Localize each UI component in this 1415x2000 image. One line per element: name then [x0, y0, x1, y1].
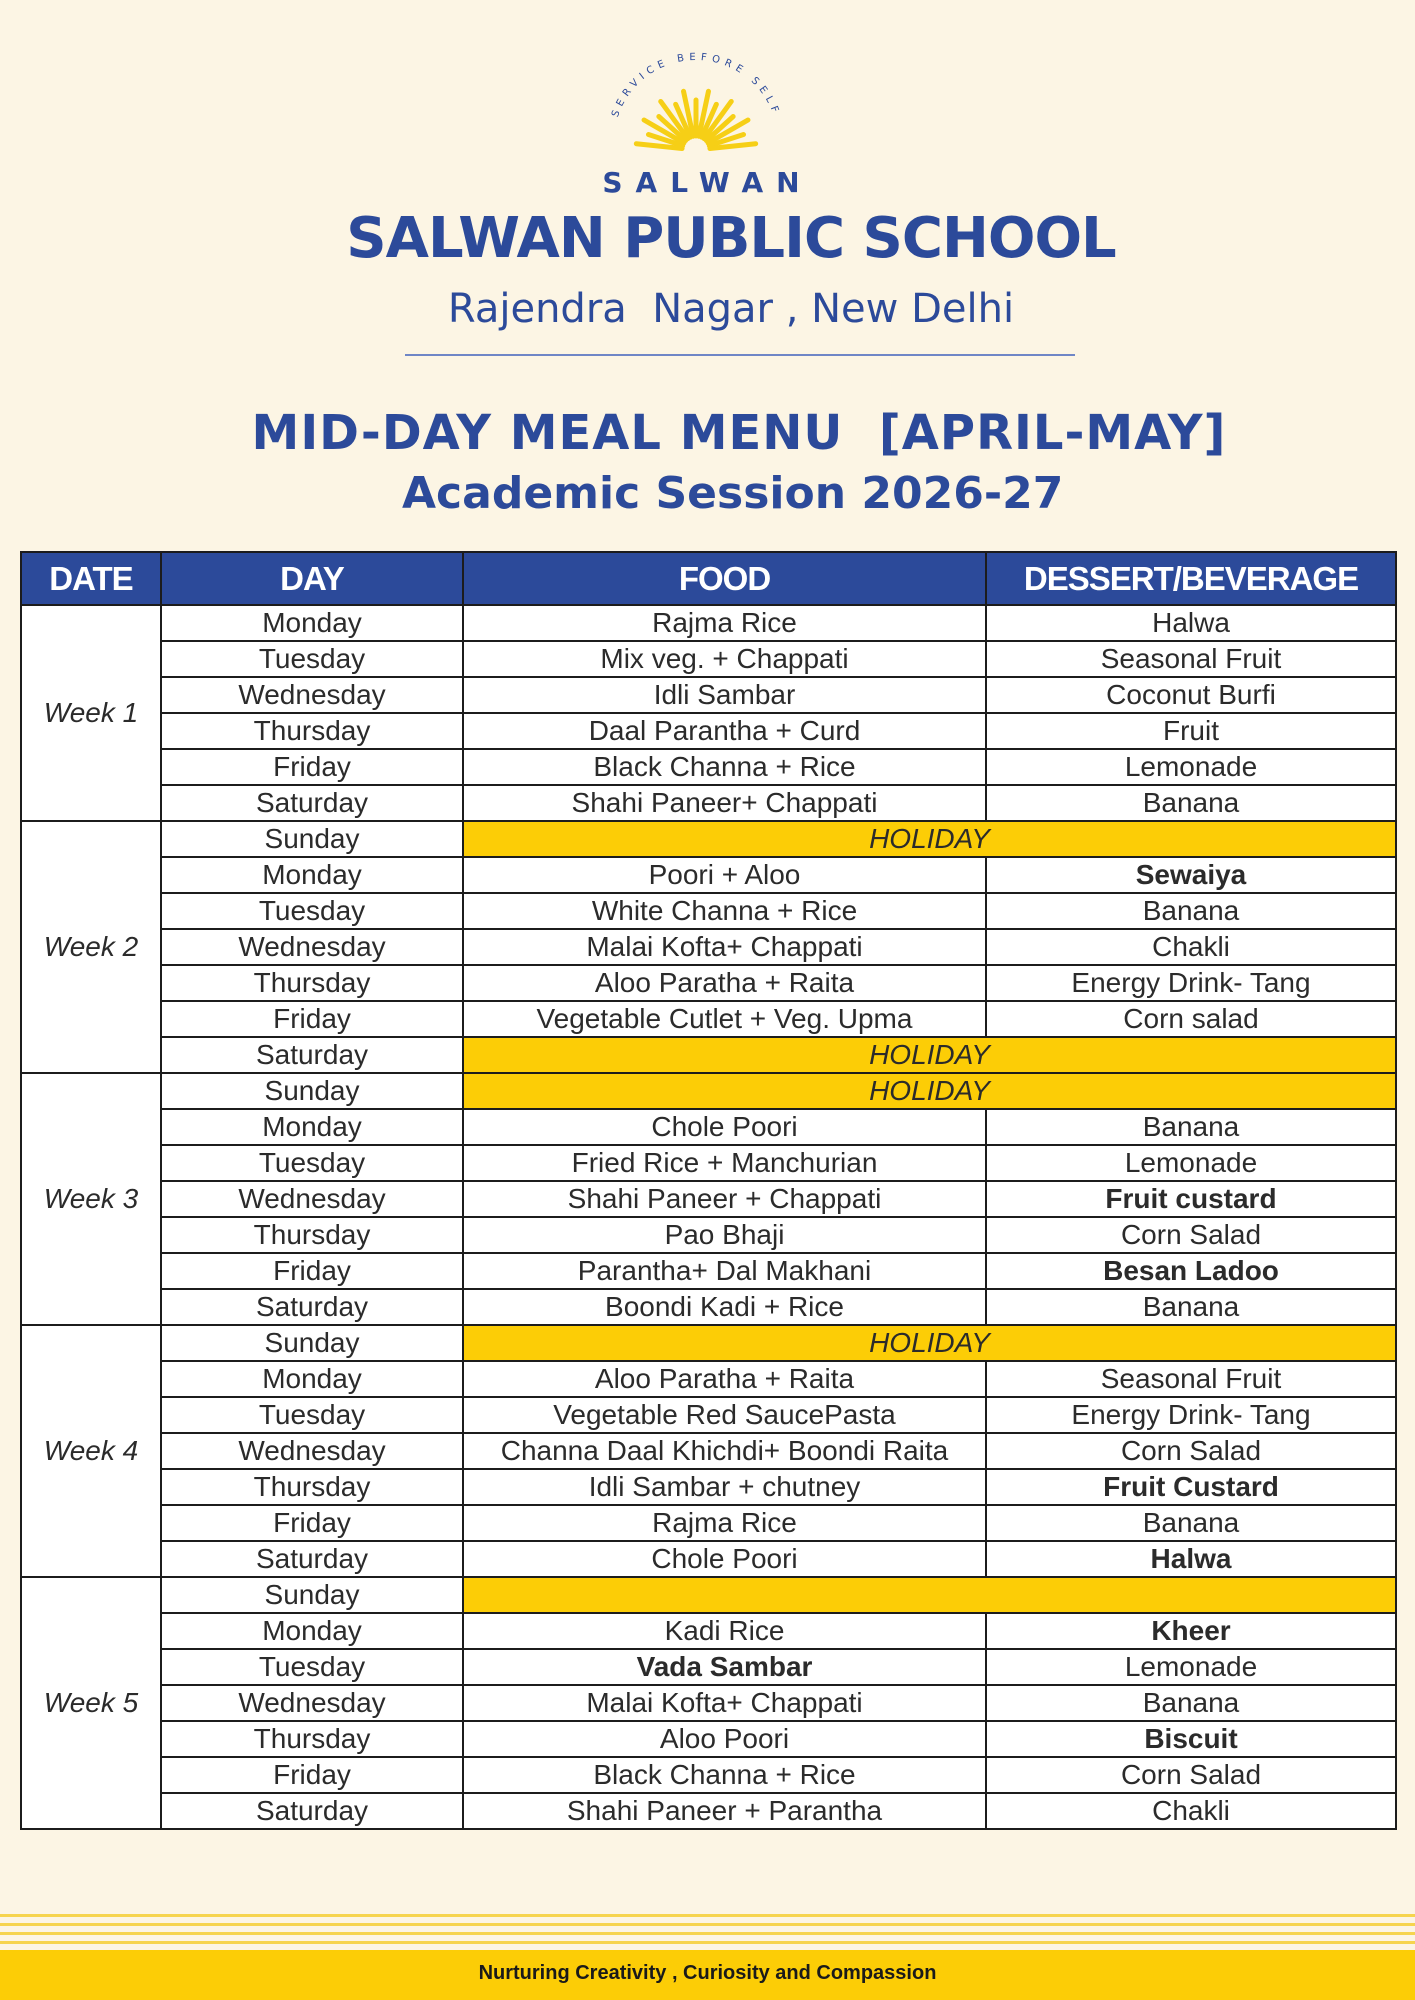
day-cell: Wednesday — [161, 677, 463, 713]
day-cell: Saturday — [161, 1289, 463, 1325]
food-cell: Shahi Paneer + Chappati — [463, 1181, 986, 1217]
table-row — [21, 1757, 1396, 1793]
day-cell: Wednesday — [161, 1433, 463, 1469]
day-cell: Monday — [161, 605, 463, 641]
dessert-cell: Seasonal Fruit — [986, 641, 1396, 677]
week-label: Week 1 — [21, 605, 161, 821]
week-label: Week 3 — [21, 1073, 161, 1325]
header-divider — [405, 354, 1075, 356]
dessert-cell: Banana — [986, 785, 1396, 821]
day-cell: Sunday — [161, 821, 463, 857]
table-row — [21, 821, 1396, 857]
dessert-cell: Banana — [986, 893, 1396, 929]
dessert-cell: Fruit — [986, 713, 1396, 749]
day-cell: Thursday — [161, 713, 463, 749]
table-row — [21, 1613, 1396, 1649]
table-row — [21, 677, 1396, 713]
table-row — [21, 1181, 1396, 1217]
meal-menu-table — [20, 551, 1397, 1830]
holiday-cell: HOLIDAY — [463, 1073, 1396, 1109]
column-header-dessert: DESSERT/BEVERAGE — [986, 552, 1396, 605]
column-header-day: DAY — [161, 552, 463, 605]
holiday-cell: HOLIDAY — [463, 1037, 1396, 1073]
food-cell: Aloo Paratha + Raita — [463, 1361, 986, 1397]
footer-tagline: Nurturing Creativity , Curiosity and Compassion — [0, 1950, 1415, 2000]
table-row — [21, 929, 1396, 965]
table-row — [21, 1109, 1396, 1145]
day-cell: Saturday — [161, 1541, 463, 1577]
table-row — [21, 1001, 1396, 1037]
dessert-cell: Lemonade — [986, 1145, 1396, 1181]
footer-stripe — [0, 1914, 1415, 1917]
dessert-cell: Seasonal Fruit — [986, 1361, 1396, 1397]
table-row — [21, 1433, 1396, 1469]
food-cell: Shahi Paneer + Parantha — [463, 1793, 986, 1829]
table-row — [21, 749, 1396, 785]
food-cell: Vada Sambar — [463, 1649, 986, 1685]
day-cell: Monday — [161, 1361, 463, 1397]
table-row — [21, 1721, 1396, 1757]
footer-stripe — [0, 1941, 1415, 1944]
food-cell: Aloo Paratha + Raita — [463, 965, 986, 1001]
column-header-date: DATE — [21, 552, 161, 605]
column-header-food: FOOD — [463, 552, 986, 605]
day-cell: Thursday — [161, 1721, 463, 1757]
table-row — [21, 1397, 1396, 1433]
dessert-cell: Corn Salad — [986, 1433, 1396, 1469]
food-cell: Mix veg. + Chappati — [463, 641, 986, 677]
day-cell: Saturday — [161, 1037, 463, 1073]
table-row — [21, 1505, 1396, 1541]
day-cell: Sunday — [161, 1073, 463, 1109]
food-cell: Parantha+ Dal Makhani — [463, 1253, 986, 1289]
food-cell: Malai Kofta+ Chappati — [463, 929, 986, 965]
food-cell: Kadi Rice — [463, 1613, 986, 1649]
dessert-cell: Banana — [986, 1505, 1396, 1541]
table-row — [21, 1289, 1396, 1325]
food-cell: Boondi Kadi + Rice — [463, 1289, 986, 1325]
table-row — [21, 1577, 1396, 1613]
day-cell: Friday — [161, 1505, 463, 1541]
dessert-cell: Coconut Burfi — [986, 677, 1396, 713]
table-row — [21, 605, 1396, 641]
menu-title: MID-DAY MEAL MENU [APRIL-MAY] — [251, 405, 1227, 461]
day-cell: Friday — [161, 1001, 463, 1037]
table-header-row — [21, 552, 1396, 605]
day-cell: Saturday — [161, 1793, 463, 1829]
food-cell: Channa Daal Khichdi+ Boondi Raita — [463, 1433, 986, 1469]
food-cell: Rajma Rice — [463, 605, 986, 641]
logo-motto: SERVICE BEFORE SELF — [610, 51, 782, 119]
day-cell: Monday — [161, 1613, 463, 1649]
day-cell: Tuesday — [161, 1145, 463, 1181]
brand-wordmark: SALWAN — [602, 166, 813, 199]
day-cell: Friday — [161, 749, 463, 785]
food-cell: Black Channa + Rice — [463, 1757, 986, 1793]
dessert-cell: Banana — [986, 1685, 1396, 1721]
table-row — [21, 1685, 1396, 1721]
food-cell: Malai Kofta+ Chappati — [463, 1685, 986, 1721]
day-cell: Thursday — [161, 1217, 463, 1253]
dessert-cell: Halwa — [986, 605, 1396, 641]
school-name: SALWAN PUBLIC SCHOOL — [346, 206, 1116, 271]
day-cell: Friday — [161, 1757, 463, 1793]
food-cell: Fried Rice + Manchurian — [463, 1145, 986, 1181]
dessert-cell: Fruit Custard — [986, 1469, 1396, 1505]
day-cell: Wednesday — [161, 1685, 463, 1721]
day-cell: Monday — [161, 1109, 463, 1145]
dessert-cell: Besan Ladoo — [986, 1253, 1396, 1289]
table-row — [21, 1037, 1396, 1073]
table-body — [21, 605, 1396, 1829]
food-cell: Black Channa + Rice — [463, 749, 986, 785]
food-cell: Pao Bhaji — [463, 1217, 986, 1253]
dessert-cell: Banana — [986, 1289, 1396, 1325]
dessert-cell: Halwa — [986, 1541, 1396, 1577]
dessert-cell: Lemonade — [986, 749, 1396, 785]
table-row — [21, 1253, 1396, 1289]
day-cell: Sunday — [161, 1325, 463, 1361]
week-label: Week 2 — [21, 821, 161, 1073]
dessert-cell: Corn salad — [986, 1001, 1396, 1037]
day-cell: Thursday — [161, 1469, 463, 1505]
day-cell: Tuesday — [161, 893, 463, 929]
table-row — [21, 1145, 1396, 1181]
food-cell: Poori + Aloo — [463, 857, 986, 893]
table-row — [21, 1217, 1396, 1253]
food-cell: White Channa + Rice — [463, 893, 986, 929]
dessert-cell: Chakli — [986, 929, 1396, 965]
dessert-cell: Corn Salad — [986, 1757, 1396, 1793]
table-row — [21, 785, 1396, 821]
table-row — [21, 965, 1396, 1001]
day-cell: Wednesday — [161, 1181, 463, 1217]
day-cell: Saturday — [161, 785, 463, 821]
table-row — [21, 1469, 1396, 1505]
day-cell: Tuesday — [161, 1649, 463, 1685]
dessert-cell: Fruit custard — [986, 1181, 1396, 1217]
day-cell: Friday — [161, 1253, 463, 1289]
school-address: Rajendra Nagar , New Delhi — [447, 286, 1015, 332]
day-cell: Tuesday — [161, 641, 463, 677]
table-row — [21, 1541, 1396, 1577]
food-cell: Vegetable Red SaucePasta — [463, 1397, 986, 1433]
food-cell: Vegetable Cutlet + Veg. Upma — [463, 1001, 986, 1037]
table-row — [21, 713, 1396, 749]
table-row — [21, 1649, 1396, 1685]
day-cell: Sunday — [161, 1577, 463, 1613]
table-row — [21, 1361, 1396, 1397]
table-row — [21, 641, 1396, 677]
day-cell: Tuesday — [161, 1397, 463, 1433]
dessert-cell: Sewaiya — [986, 857, 1396, 893]
food-cell: Idli Sambar — [463, 677, 986, 713]
day-cell: Monday — [161, 857, 463, 893]
table-row — [21, 857, 1396, 893]
table-row — [21, 1073, 1396, 1109]
holiday-cell — [463, 1577, 1396, 1613]
dessert-cell: Energy Drink- Tang — [986, 965, 1396, 1001]
food-cell: Aloo Poori — [463, 1721, 986, 1757]
food-cell: Chole Poori — [463, 1109, 986, 1145]
table-row — [21, 1325, 1396, 1361]
dessert-cell: Banana — [986, 1109, 1396, 1145]
academic-session: Academic Session 2026-27 — [402, 468, 1064, 519]
dessert-cell: Lemonade — [986, 1649, 1396, 1685]
table-row — [21, 1793, 1396, 1829]
day-cell: Thursday — [161, 965, 463, 1001]
table-row — [21, 893, 1396, 929]
dessert-cell: Energy Drink- Tang — [986, 1397, 1396, 1433]
day-cell: Wednesday — [161, 929, 463, 965]
holiday-cell: HOLIDAY — [463, 1325, 1396, 1361]
holiday-cell: HOLIDAY — [463, 821, 1396, 857]
dessert-cell: Corn Salad — [986, 1217, 1396, 1253]
food-cell: Rajma Rice — [463, 1505, 986, 1541]
food-cell: Chole Poori — [463, 1541, 986, 1577]
food-cell: Daal Parantha + Curd — [463, 713, 986, 749]
dessert-cell: Biscuit — [986, 1721, 1396, 1757]
week-label: Week 4 — [21, 1325, 161, 1577]
dessert-cell: Chakli — [986, 1793, 1396, 1829]
dessert-cell: Kheer — [986, 1613, 1396, 1649]
footer-stripe — [0, 1932, 1415, 1935]
footer-stripe — [0, 1923, 1415, 1926]
food-cell: Idli Sambar + chutney — [463, 1469, 986, 1505]
week-label: Week 5 — [21, 1577, 161, 1829]
food-cell: Shahi Paneer+ Chappati — [463, 785, 986, 821]
